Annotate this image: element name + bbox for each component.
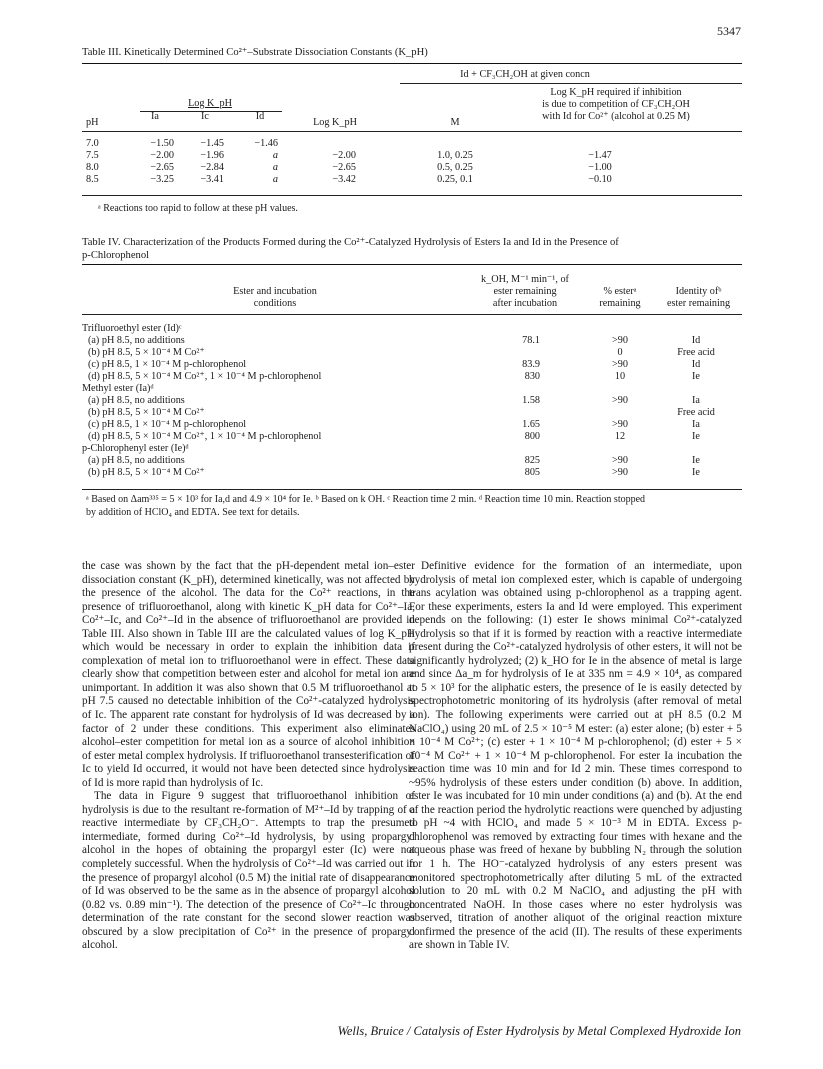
- table-3-cell-ph: 8.5: [86, 174, 99, 185]
- table-3-cell-ia: −2.00: [150, 150, 174, 161]
- table-4-caption-1: Table IV. Characterization of the Products Formed during the Co²⁺-Catalyzed Hydrolysis of Esters Ia and Id in the Presence of: [82, 237, 619, 248]
- table-4-cell-pct: >90: [612, 467, 628, 478]
- table-4-cell-koh: 830: [524, 371, 540, 382]
- table-3-caption: Table III. Kinetically Determined Co²⁺–Substrate Dissociation Constants (K_pH): [82, 47, 428, 58]
- table-4-group-label: p-Chlorophenyl ester (Ie)ᵈ: [82, 443, 189, 454]
- table-4-caption-2: p-Chlorophenol: [82, 250, 150, 261]
- table-4-cell-id: Id: [691, 359, 701, 370]
- table-4-cell-id: Ie: [692, 467, 700, 478]
- table-4-h-pct-2: remaining: [599, 298, 641, 309]
- table-3-cell-ia: −2.65: [150, 162, 174, 173]
- table-4-top-rule: [82, 264, 742, 265]
- table-4-h-pct-1: % esterᵃ: [603, 286, 637, 297]
- table-3-cell-id: −1.46: [254, 138, 278, 149]
- table-3-cell-ia: −1.50: [150, 138, 174, 149]
- table-4-cell-pct: >90: [612, 455, 628, 466]
- table-4-condition-label: (d) pH 8.5, 5 × 10⁻⁴ M Co²⁺, 1 × 10⁻⁴ M p-chlorophenol: [88, 371, 322, 382]
- table-3-h-m: M: [450, 117, 460, 128]
- left-paragraph-1: the case was shown by the fact that the pH-dependent metal ion–ester dissociation constant (K_pH), determined kinetically, was not affected by the presence of the alcohol. The data for the Co²⁺ reactions, in the presence of trifluoroethanol, along with kinetic K_pH data for Co²⁺–Ia, Co²⁺–Ic, and Co²⁺–Id in the absence of trifluoroethanol are provided in Table III. Also shown in Table III are the calculated values of log K_pH which would be necessary in order to explain the inhibition data if complexation of metal ion to trifluoroethanol were in effect. These data clearly show that competition between ester and alcohol for metal ion are unimportant. In addition it was also shown that 0.5 M trifluoroethanol at pH 7.5 caused no detectable inhibition of the Co²⁺-catalyzed hydrolysis of Ic. The apparent rate constant for hydrolysis of Id was decreased by a factor of 2 under these conditions. This experiment also eliminates alcohol–ester competition for metal ion as a source of alcohol inhibition of ester metal complex hydrolysis. If trifluoroethanol transesterification of Ic to yield Id occurred, it would not have been detected since hydrolysis of Id is more rapid than hydrolysis of Ic.: [82, 560, 415, 789]
- table-4-cell-pct: 0: [617, 347, 623, 358]
- table-4-condition-label: (b) pH 8.5, 5 × 10⁻⁴ M Co²⁺: [88, 407, 205, 418]
- table-4-cell-koh: 825: [524, 455, 540, 466]
- table-4-cell-pct: >90: [612, 359, 628, 370]
- table-3-cell-req: −0.10: [588, 174, 612, 185]
- table-3-cell-logk: −2.65: [332, 162, 356, 173]
- table-4-h-koh-2: ester remaining: [493, 286, 557, 297]
- table-4-condition-label: (d) pH 8.5, 5 × 10⁻⁴ M Co²⁺, 1 × 10⁻⁴ M p-chlorophenol: [88, 431, 322, 442]
- table-3-cell-ph: 7.5: [86, 150, 99, 161]
- table-3-cell-ia: −3.25: [150, 174, 174, 185]
- table-4-cell-koh: 78.1: [522, 335, 540, 346]
- table-4-cell-koh: 1.65: [522, 419, 540, 430]
- table-4-h-identity-1: Identity ofᵇ: [675, 286, 722, 297]
- table-3-h-required-3: with Id for Co²⁺ (alcohol at 0.25 M): [542, 111, 690, 122]
- table-4-condition-label: (a) pH 8.5, no additions: [88, 395, 185, 406]
- table-4-condition-label: (c) pH 8.5, 1 × 10⁻⁴ M p-chlorophenol: [88, 419, 247, 430]
- table-4-cell-koh: 83.9: [522, 359, 540, 370]
- table-4-h-koh-1: k_OH, M⁻¹ min⁻¹, of: [481, 274, 569, 285]
- table-3-header-span: Id + CF₃CH₂OH at given concn: [460, 69, 590, 80]
- table-3-cell-ic: −3.41: [200, 174, 224, 185]
- table-3-footnote: ᵃ Reactions too rapid to follow at these pH values.: [98, 203, 298, 214]
- table-4-cell-koh: 800: [524, 431, 540, 442]
- table-3-header-rule: [82, 131, 742, 132]
- table-3-cell-id: a: [272, 150, 278, 161]
- table-4-cell-id: Ie: [692, 431, 700, 442]
- table-4-group-label: Trifluoroethyl ester (Id)ᶜ: [82, 323, 182, 334]
- table-3-cell-ic: −1.45: [200, 138, 224, 149]
- table-4-cell-id: Ie: [692, 455, 700, 466]
- table-3-top-rule: [82, 63, 742, 64]
- table-3-cell-id: a: [272, 162, 278, 173]
- table-4-h-ester-2: conditions: [253, 298, 297, 309]
- table-3-cell-req: −1.00: [588, 162, 612, 173]
- table-3-h-ph: pH: [86, 117, 99, 128]
- table-3-cell-ph: 7.0: [86, 138, 99, 149]
- table-4-condition-label: (b) pH 8.5, 5 × 10⁻⁴ M Co²⁺: [88, 467, 205, 478]
- table-4-cell-koh: 1.58: [522, 395, 540, 406]
- table-4-cell-pct: 10: [614, 371, 626, 382]
- table-3-bottom-rule: [82, 195, 742, 196]
- table-3-h-required-1: Log K_pH required if inhibition: [550, 87, 682, 98]
- table-4-group-label: Methyl ester (Ia)ᵈ: [82, 383, 154, 394]
- table-3-span-rule: [400, 83, 742, 84]
- table-4-bottom-rule: [82, 489, 742, 490]
- table-3-cell-m: 0.5, 0.25: [437, 162, 473, 173]
- table-3-h-logkph-group: Log K_pH: [188, 98, 232, 109]
- table-4-h-ester-1: Ester and incubation: [233, 286, 317, 297]
- table-4-footnote-2: by addition of HClO₄ and EDTA. See text for details.: [86, 507, 300, 518]
- table-3-cell-m: 0.25, 0.1: [437, 174, 473, 185]
- table-3-cell-logk: −2.00: [332, 150, 356, 161]
- table-4-condition-label: (a) pH 8.5, no additions: [88, 455, 185, 466]
- table-4-h-identity-2: ester remaining: [666, 298, 731, 309]
- table-4-condition-label: (c) pH 8.5, 1 × 10⁻⁴ M p-chlorophenol: [88, 359, 247, 370]
- table-3-cell-logk: −3.42: [332, 174, 356, 185]
- running-footer: Wells, Bruice / Catalysis of Ester Hydrolysis by Metal Complexed Hydroxide Ion: [337, 1024, 741, 1038]
- table-3-h-logkph: Log K_pH: [313, 117, 357, 128]
- table-4-cell-id: Ia: [692, 419, 700, 430]
- table-4-header-rule: [82, 314, 742, 315]
- table-4-cell-koh: 805: [524, 467, 540, 478]
- table-4-h-koh-3: after incubation: [492, 298, 558, 309]
- body-left-column: [82, 560, 415, 953]
- right-paragraph-1: Definitive evidence for the formation of an intermediate, upon hydrolysis of metal ion complexed ester, which is capable of undergoing trans acylation was obtained using p-chlorophenol as a trapping agent. For these experiments, esters Ia and Id were employed. This experiment depends on the following: (1) ester Ie shows minimal Co²⁺-catalyzed hydrolysis so that if it is formed by reaction with a reactive intermediate present during the Co²⁺-catalyzed hydrolysis of other esters, it will not be significantly hydrolyzed; (2) k_HO for Ie in the absence of metal is large and since Δa_m for hydrolysis of Ie at 335 nm = 4.9 × 10⁴, as compared to 5 × 10³ for the aliphatic esters, the presence of Ie is easily detected by spectrophotometric monitoring of its hydrolysis (after removal of metal ion). The following experiments were carried out at pH 8.5 (0.2 M NaClO₄) using 20 mL of 2.5 × 10⁻⁵ M ester: (a) ester alone; (b) ester + 5 × 10⁻⁴ M Co²⁺; (c) ester + 1 × 10⁻⁴ M p-chlorophenol; (d) ester + 5 × 10⁻⁴ M Co²⁺ + 1 × 10⁻⁴ M p-chlorophenol. For ester Ia incubation the reaction time was 10 min and for Id 2 min. These times correspond to ~95% hydrolysis of these esters under condition (b) above. In addition, ester Ie was incubated for 10 min under conditions (a) and (b). At the end of the reaction period the hydrolytic reactions were quenched by adjusting to pH ~4 with HClO₄ and made 5 × 10⁻³ M in EDTA. Excess p-chlorophenol was removed by extracting four times with hexane and the aqueous phase was freed of hexane by bubbling N₂ through the solution for 1 h. The HO⁻-catalyzed hydrolysis of any esters present was monitored spectrophotometrically after diluting 5 mL of the extracted solution to 20 mL with 0.2 M NaClO₄ and adjusting the pH with concentrated NaOH. In those cases where no ester hydrolysis was observed, titration of another aliquot of the original reaction mixture confirmed the presence of the acid (II). The results of these experiments are shown in Table IV.: [409, 560, 742, 952]
- table-4-cell-id: Free acid: [677, 407, 715, 418]
- table-4-cell-pct: >90: [612, 419, 628, 430]
- table-3-cell-m: 1.0, 0.25: [437, 150, 473, 161]
- table-3-h-id: Id: [255, 111, 265, 122]
- table-3-cell-ic: −1.96: [200, 150, 224, 161]
- table-4-cell-pct: >90: [612, 335, 628, 346]
- table-3-h-ic: Ic: [201, 111, 209, 122]
- table-4-cell-id: Free acid: [677, 347, 715, 358]
- table-4-condition-label: (a) pH 8.5, no additions: [88, 335, 185, 346]
- table-4-footnote-1: ᵃ Based on Δam³³⁵ = 5 × 10³ for Ia,d and 4.9 × 10⁴ for Ie. ᵇ Based on k OH. ᶜ Reaction time 2 min. ᵈ Reaction time 10 min. Reaction stopped: [86, 494, 646, 505]
- table-3-cell-id: a: [272, 174, 278, 185]
- page-number: 5347: [717, 24, 741, 38]
- table-4-condition-label: (b) pH 8.5, 5 × 10⁻⁴ M Co²⁺: [88, 347, 205, 358]
- table-4-cell-pct: 12: [614, 431, 626, 442]
- table-3-cell-req: −1.47: [588, 150, 612, 161]
- table-3-h-required-2: is due to competition of CF₃CH₂OH: [542, 99, 690, 110]
- table-3-cell-ic: −2.84: [200, 162, 224, 173]
- left-paragraph-2: The data in Figure 9 suggest that trifluoroethanol inhibition of hydrolysis is due to the resultant re-formation of M²⁺–Id by trapping of a reactive intermediate by CF₃CH₂O⁻. Attempts to trap the presumed intermediate, formed during Co²⁺–Id hydrolysis, by using propargyl alcohol in the hopes of obtaining the propargyl ester (Ic) were not completely successful. When the hydrolysis of Co²⁺–Id was carried out in the presence of propargyl alcohol (0.5 M) the initial rate of disappearance of Id was observed to be the same as in the absence of propargyl alcohol (0.82 vs. 0.89 min⁻¹). The detection of the presence of Co²⁺–Ic through determination of the rate constant for the second slower reaction was obscured by a slow precipitation of Co²⁺ in the presence of propargyl alcohol.: [82, 790, 415, 952]
- table-3-h-ia: Ia: [151, 111, 159, 122]
- table-4-cell-id: Ie: [692, 371, 700, 382]
- table-4-cell-pct: >90: [612, 395, 628, 406]
- table-3-cell-ph: 8.0: [86, 162, 99, 173]
- table-4-cell-id: Ia: [692, 395, 700, 406]
- body-right-column: [409, 560, 742, 953]
- table-4-cell-id: Id: [691, 335, 701, 346]
